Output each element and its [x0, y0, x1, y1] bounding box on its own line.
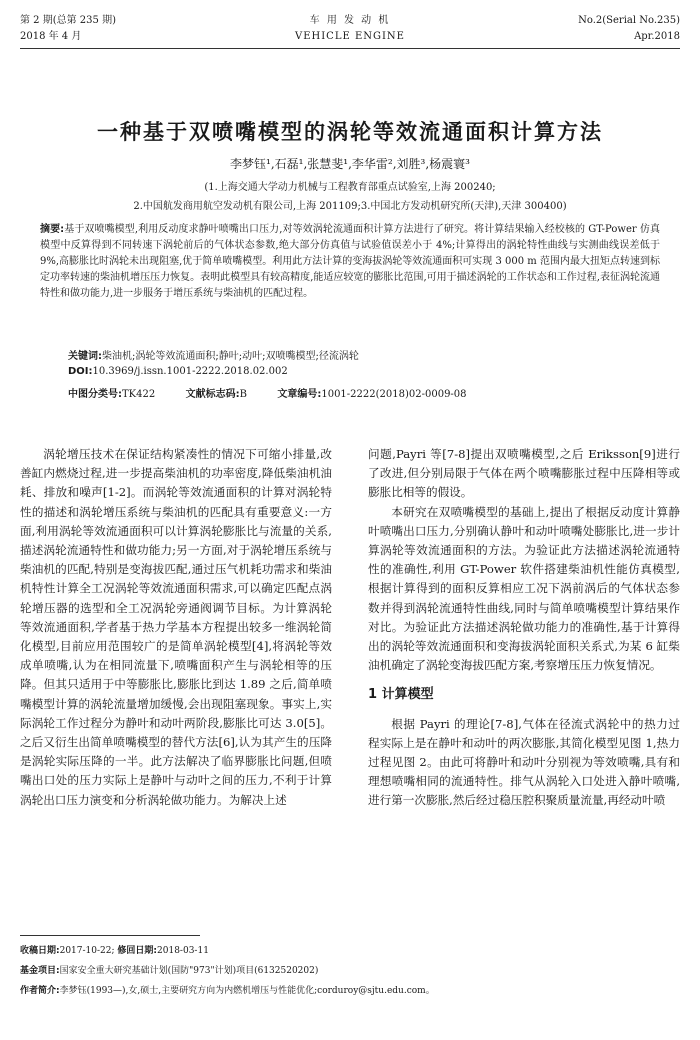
- intro-paragraph: 涡轮增压技术在保证结构紧凑性的情况下可缩小排量,改善缸内燃烧过程,进一步提高柴油机的功率密度,降低柴油机油耗、排放和噪声[1-2]。而涡轮等效流通面积的计算对涡轮特性的描述和涡轮增压系统与柴油机的匹配具有重要意义:一方面,利用涡轮等效流通面积可以计算涡轮膨胀比与流量的关系,描述涡轮流通特性和做功能力;另一方面,对于涡轮增压系统与柴油机的匹配,特别是变海拔匹配,通过压气机耗功需求和柴油机特性计算全工况涡轮等效流通面积需求,可以确定匹配点涡轮增压器的选型和全工况涡轮旁通阀调节目标。为计算涡轮等效流通面积,学者基于热力学基本方程提出较多一维涡轮简化模型,目前应用范围较广的是简单涡轮模型[4],将涡轮等效成单喷嘴,认为在相同流量下,喷嘴面积产生与涡轮相等的压降。但其只适用于中等膨胀比,膨胀比到达 1.89 之后,简单喷嘴模型计算的涡轮流量增加缓慢,会出现阻塞现象。事实上,实际涡轮工作过程分为静叶和动叶两阶段,膨胀比可达 3.0[5]。之后又衍生出简单喷嘴模型的替代方法[6],认为其产生的压降是涡轮实际压降的一半。此方法解决了临界膨胀比问题,但喷嘴出口处的压力实际上是静叶与动叶之间的压力,不利于计算涡轮出口压力演变和分析涡轮做功能力。为解决上述: [20, 447, 332, 807]
- keywords-label: 关键词:: [68, 351, 102, 362]
- header-rule: [20, 48, 680, 49]
- author-bio-text: 李梦钰(1993—),女,硕士,主要研究方向为内燃机增压与性能优化;corduroy@sjtu.edu.com。: [59, 986, 435, 996]
- author-bio-label: 作者简介:: [20, 986, 60, 996]
- classification: [68, 385, 660, 400]
- fund-label: 基金项目:: [20, 966, 60, 976]
- received-label: 收稿日期:: [20, 946, 60, 956]
- doi-text: 10.3969/j.issn.1001-2222.2018.02.002: [92, 366, 288, 377]
- clc-value: TK422: [122, 389, 156, 400]
- footnote-author: [20, 985, 680, 997]
- journal-name-cn: 车 用 发 动 机: [309, 15, 391, 26]
- abstract: [40, 222, 660, 302]
- author-list: 李梦钰¹,石磊¹,张慧斐¹,李华雷²,刘胜³,杨震寰³: [230, 157, 470, 171]
- article-no-label: 文章编号:: [277, 389, 322, 400]
- right-column: [368, 445, 680, 811]
- header-date-en: Apr.2018: [634, 31, 680, 42]
- intro-paragraph-cont: 问题,Payri 等[7-8]提出双喷嘴模型,之后 Eriksson[9]进行了改进,但分别局限于气体在两个喷嘴膨胀过程中压降相等或膨胀比相等的假设。: [368, 447, 680, 500]
- keywords: [68, 347, 660, 362]
- footnote-fund: [20, 965, 680, 977]
- article-no-value: 1001-2222(2018)02-0009-08: [321, 389, 467, 400]
- doc-code-value: B: [239, 389, 247, 400]
- revised-label: 修回日期:: [117, 946, 158, 956]
- study-paragraph: 本研究在双喷嘴模型的基础上,提出了根据反动度计算静叶喷嘴出口压力,分别确认静叶和动叶喷嘴处膨胀比,进一步计算涡轮等效流通面积的方法。为验证此方法描述涡轮流通特性的准确性,利用 GT-Power 软件搭建柴油机性能仿真模型,根据计算得到的面积反算相应工况下涡前涡后的气体状态参数并得到涡轮流通特性曲线,同时与简单喷嘴模型计算结果作对比。为验证此方法描述涡轮做功能力的准确性,基于计算得出的涡轮等效流通面积和变海拔涡轮面积关系式,为某 6 缸柴油机确定了涡轮变海拔匹配方案,考察增压压力恢复情况。: [368, 504, 680, 673]
- doi-label: DOI:: [68, 366, 93, 377]
- section-heading: 1 计算模型: [368, 687, 434, 703]
- received-date: 2017-10-22;: [59, 946, 115, 956]
- doi: [68, 366, 660, 377]
- keywords-text: 柴油机;涡轮等效流通面积;静叶;动叶;双喷嘴模型;径流涡轮: [102, 351, 359, 362]
- abstract-label: 摘要:: [40, 224, 65, 235]
- header-issue: 第 2 期(总第 235 期): [20, 15, 116, 26]
- header-issue-en: No.2(Serial No.235): [578, 15, 680, 26]
- journal-name-en: VEHICLE ENGINE: [294, 31, 405, 42]
- footnote-dates: [20, 945, 680, 957]
- doc-code-label: 文献标志码:: [185, 389, 240, 400]
- footnote-rule: [20, 935, 200, 936]
- model-paragraph: 根据 Payri 的理论[7-8],气体在径流式涡轮中的热力过程实际上是在静叶和动叶的两次膨胀,其简化模型见图 1,热力过程见图 2。由此可将静叶和动叶分别视为等效喷嘴,具有和理想喷嘴相同的流通特性。排气从涡轮入口处进入静叶喷嘴,进行第一次膨胀,然后经过稳压腔积聚质量流量,再经动叶喷: [368, 716, 680, 808]
- header-date: 2018 年 4 月: [20, 31, 82, 42]
- paper-title: 一种基于双喷嘴模型的涡轮等效流通面积计算方法: [97, 120, 603, 144]
- affiliation-2: 2.中国航发商用航空发动机有限公司,上海 201109;3.中国北方发动机研究所(天津),天津 300400): [133, 201, 567, 212]
- affiliation-1: (1.上海交通大学动力机械与工程教育部重点试验室,上海 200240;: [204, 182, 496, 193]
- left-column: [20, 445, 332, 810]
- fund-text: 国家安全重大研究基础计划(国防"973"计划)项目(6132520202): [59, 966, 319, 976]
- clc-label: 中图分类号:: [68, 389, 122, 400]
- abstract-text: 基于双喷嘴模型,利用反动度求静叶喷嘴出口压力,对等效涡轮流通面积计算方法进行了研究。将计算结果输入经校核的 GT-Power 仿真模型中反算得到不同转速下涡轮前后的气体状态参数,绝大部分仿真值与试验值误差小于 4%;计算得出的涡轮特性曲线与实测曲线误差低于 9%,高膨胀比时涡轮未出现阻塞,优于简单喷嘴模型。利用此方法计算的变海拔涡轮等效流通面积可实现 3 000 m 范围内最大扭矩点转速到标定功率转速的柴油机增压压力恢复。表明此模型具有较高精度,能适应较宽的膨胀比范围,可用于描述涡轮的工作状态和工作过程,表征涡轮流通特性和做功能力,进一步服务于增压系统与柴油机的匹配过程。: [40, 224, 660, 299]
- revised-date: 2018-03-11: [157, 946, 209, 956]
